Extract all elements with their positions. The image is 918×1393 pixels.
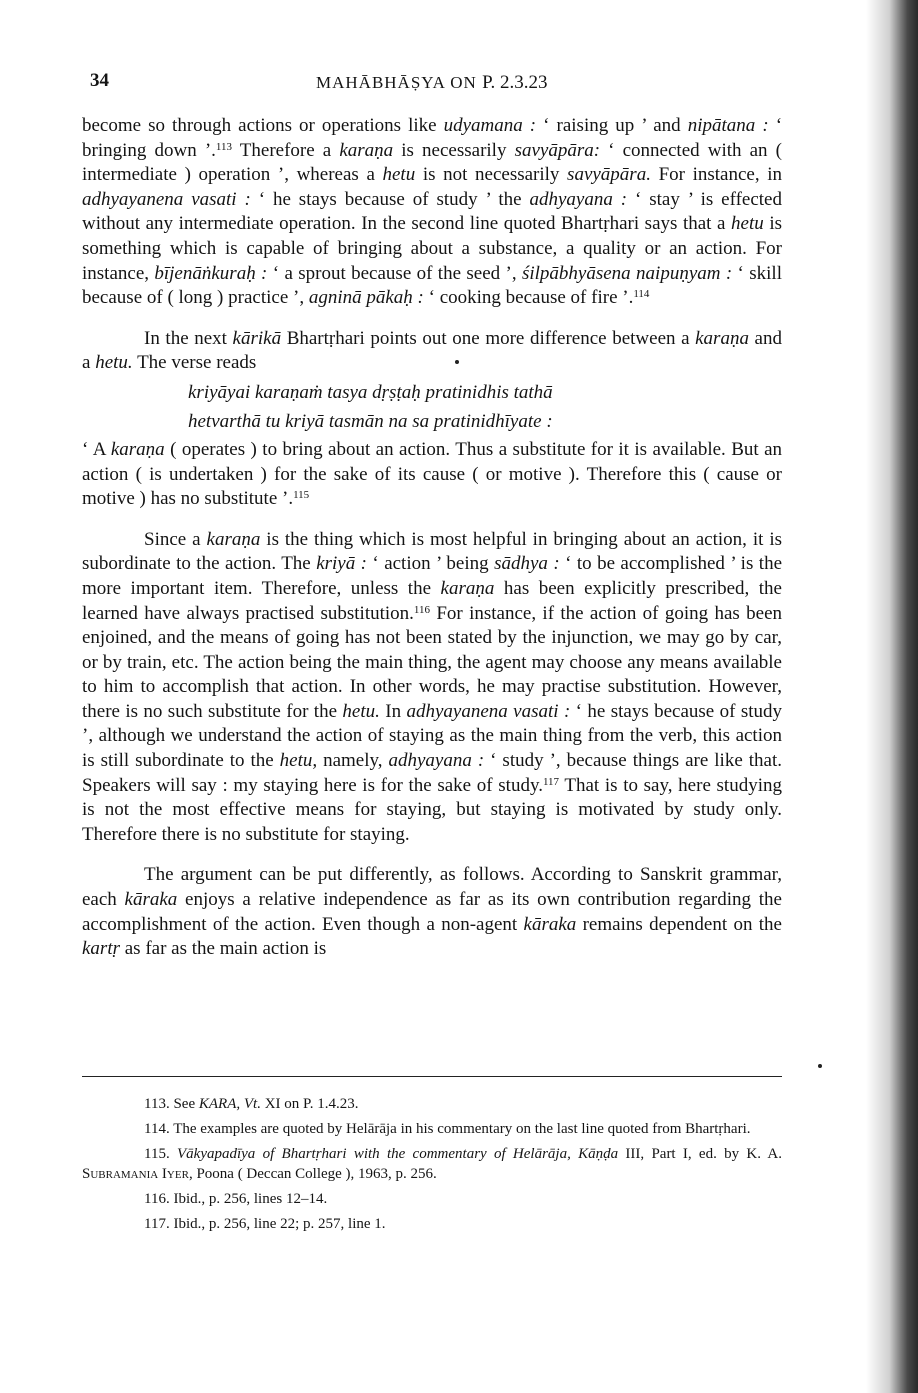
running-ref: P. 2.3.23	[482, 72, 548, 93]
footnote-ref: 116	[413, 603, 430, 616]
footnote-113: 113. See KARA, Vt. XI on P. 1.4.23.	[144, 1096, 359, 1112]
footnote-ref: 113	[215, 140, 233, 153]
scan-speck	[818, 1064, 822, 1068]
running-title: MAHĀBHĀṢYA ON	[316, 73, 477, 92]
verse-block	[82, 378, 782, 436]
footnote-divider	[82, 1076, 782, 1077]
page-number: 34	[90, 70, 109, 91]
footnote-115: 115. Vākyapadīya of Bhartṛhari with the commentary of Helārāja, Kāṇḍa III, Part I, ed. by K. A. Subramania Iyer, Poona ( Deccan College ), 1963, p. 256.	[82, 1146, 783, 1182]
verse-translation: ‘ A karaṇa ( operates ) to bring about an action. Thus a substitute for it is available. But an action ( is undertaken ) for the sake of its cause ( or motive ). Therefore this ( cause or motive ) has no substitute ’.$^{115}$	[82, 438, 783, 510]
main-text	[82, 114, 782, 962]
page-header	[90, 70, 790, 100]
footnote-117: 117. Ibid., p. 256, line 22; p. 257, line 1.	[144, 1216, 386, 1232]
verse-line-1: kriyāyai karaṇaṁ tasya dṛṣṭaḥ pratinidhis tathā	[188, 381, 553, 403]
footnote-ref: 115	[293, 489, 310, 502]
book-spine-shadow	[866, 0, 918, 1393]
paragraph-2: In the next kārikā Bhartṛhari points out one more difference between a karaṇa and a hetu. The verse reads	[82, 327, 782, 374]
paragraph-4: Since a karaṇa is the thing which is most helpful in bringing about an action, it is subordinate to the action. The kriyā : ‘ action ’ being sādhya : ‘ to be accomplished ’ is the more important item. Therefore, unless the karaṇa has been explicitly prescribed, the learned have always practised substitution.$^{116}$ For instance, if the action of going has been enjoined, and the means of going has not been stated by the injunction, we may go by car, or by train, etc. The action being the main thing, the agent may choose any means available to him to accomplish that action. In other words, he may practise substitution. However, there is no such substitute for the hetu. In adhyayanena vasati : ‘ he stays because of study ’, although we understand the action of staying as the main thing from the verb, this action is still subordinate to the hetu, namely, adhyayana : ‘ study ’, because things are like that. Speakers will say : my staying here is for the sake of study.$^{117}$ That is to say, here studying is not the most effective means for staying, but staying is motivated by study only. Therefore there is no substitute for staying.	[82, 528, 783, 845]
footnote-ref: 114	[633, 288, 650, 301]
footnote-ref: 117	[542, 775, 560, 788]
footnotes	[82, 1094, 782, 1239]
paragraph-1: become so through actions or operations like udyamana : ‘ raising up ’ and nipātana : ‘ bringing down ’.$^{113}$ Therefore a karaṇa is necessarily savyāpāra: ‘ connected with an ( intermediate ) operation ’, whereas a hetu is not necessarily savyāpāra. For instance, in adhyayanena vasati : ‘ he stays because of study ’ the adhyayana : ‘ stay ’ is effected without any intermediate operation. In the second line quoted Bhartṛhari says that a hetu is something which is capable of bringing about a substance, a quality or an action. For instance, bījenāṅkuraḥ : ‘ a sprout because of the seed ’, śilpābhyāsena naipuṇyam : ‘ skill because of ( long ) practice ’, agninā pākaḥ : ‘ cooking because of fire ’.$^{114}$	[82, 115, 783, 309]
running-head	[316, 72, 548, 94]
scan-speck	[455, 360, 459, 364]
paragraph-5: The argument can be put differently, as follows. According to Sanskrit grammar, each kāraka enjoys a relative independence as far as its own contribution regarding the accomplishment of the action. Even though a non-agent kāraka remains dependent on the kartṛ as far as the main action is	[82, 864, 782, 960]
footnote-116: 116. Ibid., p. 256, lines 12–14.	[144, 1191, 328, 1207]
footnote-114: 114. The examples are quoted by Helārāja in his commentary on the last line quoted from Bhartṛhari.	[144, 1121, 751, 1137]
verse-line-2: hetvarthā tu kriyā tasmān na sa pratinidhīyate :	[188, 410, 553, 432]
